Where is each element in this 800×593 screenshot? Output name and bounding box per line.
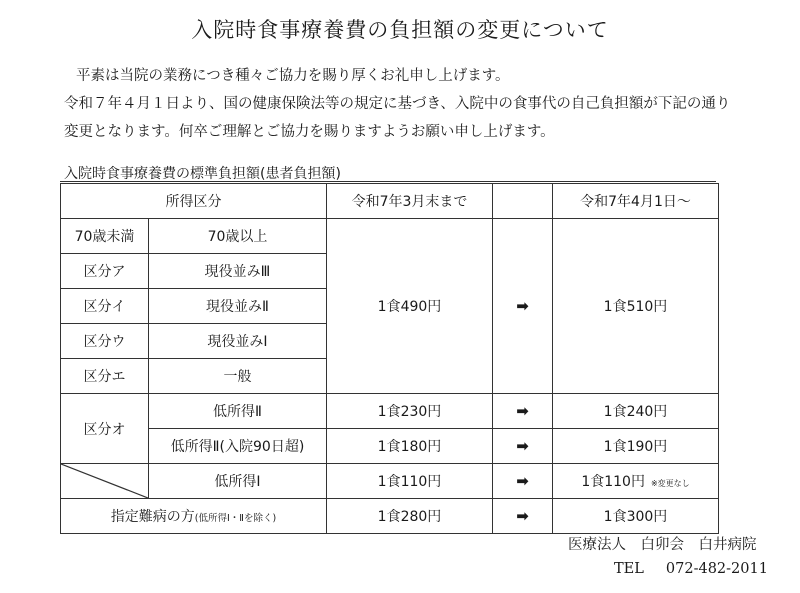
cell-intractable-after: 1食300円 — [553, 499, 719, 534]
cell-over70: 現役並みⅢ — [149, 254, 327, 289]
cell-low1-after — [553, 464, 719, 499]
cell-low2-after: 1食240円 — [553, 394, 719, 429]
intro-line-1: 平素は当院の業務につき種々ご協力を賜り厚くお礼申し上げます。 — [76, 68, 510, 84]
table-row — [61, 464, 719, 499]
cell-under70: 区分ウ — [61, 324, 149, 359]
cell-kubun-o: 区分オ — [61, 394, 149, 464]
intractable-sublabel: (低所得Ⅰ・Ⅱを除く) — [194, 513, 277, 524]
cell-low1-before: 1食110円 — [327, 464, 493, 499]
cell-low2-long-before: 1食180円 — [327, 429, 493, 464]
header-after: 令和7年4月1日～ — [553, 184, 719, 219]
table-row — [61, 499, 719, 534]
cell-low2-label: 低所得Ⅱ — [149, 394, 327, 429]
phone-label: TEL — [614, 561, 644, 577]
arrow-right-icon: ➡ — [493, 429, 553, 464]
cell-under70: 区分エ — [61, 359, 149, 394]
arrow-right-icon: ➡ — [493, 394, 553, 429]
cell-low2-long-after: 1食190円 — [553, 429, 719, 464]
cell-under70: 区分ア — [61, 254, 149, 289]
cell-general-before: 1食490円 — [327, 219, 493, 394]
cell-under70: 70歳未満 — [61, 219, 149, 254]
header-before: 令和7年3月末まで — [327, 184, 493, 219]
caption-divider — [60, 181, 716, 182]
cell-intractable-label — [61, 499, 327, 534]
cell-general-after: 1食510円 — [553, 219, 719, 394]
table-row — [61, 429, 719, 464]
intro-line-3: 変更となります。何卒ご理解とご協力を賜りますようお願い申し上げます。 — [64, 124, 555, 140]
fee-table — [60, 183, 719, 534]
cell-low2-before: 1食230円 — [327, 394, 493, 429]
hospital-phone — [614, 561, 768, 577]
diagonal-blank-cell — [61, 464, 149, 499]
cell-under70: 区分イ — [61, 289, 149, 324]
low1-after-value: 1食110円 — [581, 474, 645, 490]
table-caption: 入院時食事療養費の標準負担額(患者負担額) — [64, 166, 341, 182]
arrow-right-icon: ➡ — [493, 219, 553, 394]
table-row — [61, 394, 719, 429]
intractable-label: 指定難病の方 — [110, 509, 195, 525]
table-row — [61, 219, 719, 254]
phone-number: 072-482-2011 — [665, 561, 768, 577]
cell-over70: 現役並みⅠ — [149, 324, 327, 359]
header-income: 所得区分 — [61, 184, 327, 219]
cell-low2-long-label: 低所得Ⅱ(入院90日超) — [149, 429, 327, 464]
intro-line-2: 令和７年４月１日より、国の健康保険法等の規定に基づき、入院中の食事代の自己負担額が下記の通り — [64, 96, 731, 112]
page-title: 入院時食事療養費の負担額の変更について — [191, 18, 609, 42]
hospital-name: 医療法人 白卯会 白井病院 — [568, 537, 757, 553]
diagonal-line-icon — [61, 464, 148, 498]
arrow-right-icon: ➡ — [493, 464, 553, 499]
cell-over70: 現役並みⅡ — [149, 289, 327, 324]
cell-over70: 一般 — [149, 359, 327, 394]
cell-low1-label: 低所得Ⅰ — [149, 464, 327, 499]
no-change-note: ※変更なし — [650, 479, 690, 488]
cell-over70: 70歳以上 — [149, 219, 327, 254]
table-header-row — [61, 184, 719, 219]
cell-intractable-before: 1食280円 — [327, 499, 493, 534]
header-arrow-blank — [493, 184, 553, 219]
arrow-right-icon: ➡ — [493, 499, 553, 534]
